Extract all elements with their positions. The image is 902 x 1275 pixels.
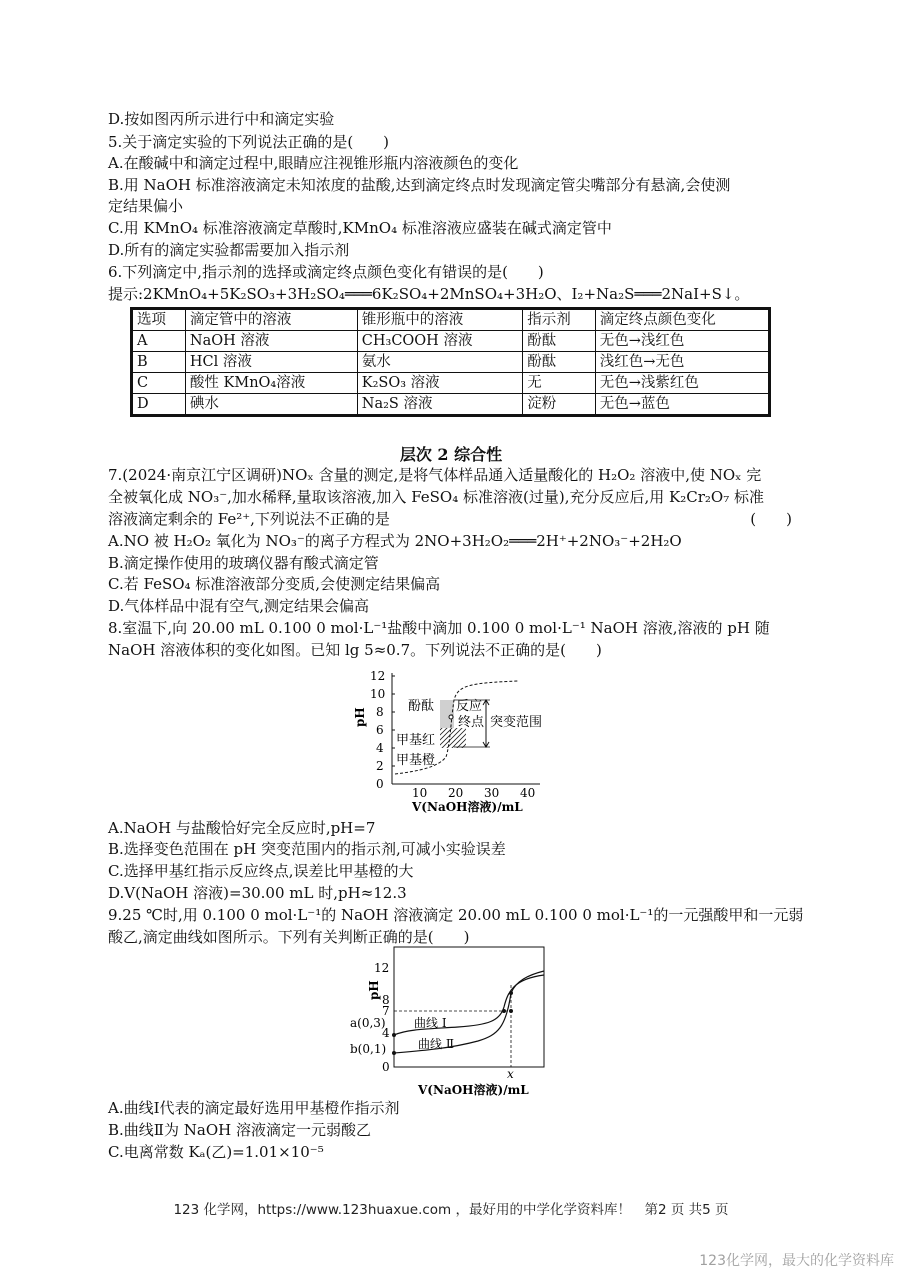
- point-marker: [509, 991, 513, 995]
- table-row: [132, 394, 770, 416]
- watermark: 123化学网，最大的化学资料库: [699, 1253, 894, 1269]
- point-marker: [502, 1009, 506, 1013]
- point-b: [392, 1051, 396, 1055]
- table-cell: Na₂S 溶液: [357, 394, 522, 416]
- page-footer: 123 化学网，https://www.123huaxue.com ，最好用的中学化学资料库！ 第2 页 共5 页: [173, 1202, 729, 1218]
- curve-2-label: 曲线 Ⅱ: [418, 1037, 454, 1051]
- q7-option-a: A.NO 被 H₂O₂ 氧化为 NO₃⁻的离子方程式为 2NO+3H₂O₂═══2H⁺+2NO₃⁻+2H₂O: [108, 532, 682, 550]
- q5-option-b-line2: 定结果偏小: [108, 197, 184, 215]
- q7-stem-line1: 7.(2024·南京江宁区调研)NOₓ 含量的测定,是将气体样品通入适量酸化的 H₂O₂ 溶液中,使 NOₓ 完: [108, 466, 762, 484]
- point-a: [392, 1033, 396, 1037]
- q7-answer-blank: ( ): [750, 510, 792, 528]
- q9-option-b: B.曲线Ⅱ为 NaOH 溶液滴定一元弱酸乙: [108, 1121, 371, 1139]
- q8-stem-line2: NaOH 溶液体积的变化如图。已知 lg 5≈0.7。下列说法不正确的是( ): [108, 641, 602, 659]
- q9-option-a: A.曲线Ⅰ代表的滴定最好选用甲基橙作指示剂: [108, 1099, 400, 1117]
- q9-option-c: C.电离常数 Kₐ(乙)=1.01×10⁻⁵: [108, 1143, 324, 1161]
- y-tick: 2: [376, 759, 384, 773]
- q5-stem: 5.关于滴定实验的下列说法正确的是( ): [108, 133, 390, 151]
- q8-titration-figure: [350, 665, 560, 815]
- q9-stem-line1: 9.25 ℃时,用 0.100 0 mol·L⁻¹的 NaOH 溶液滴定 20.00 mL 0.100 0 mol·L⁻¹的一元强酸甲和一元弱: [108, 906, 804, 924]
- x-axis-label: V(NaOH溶液)/mL: [418, 1083, 529, 1097]
- q6-stem: 6.下列滴定中,指示剂的选择或滴定终点颜色变化有错误的是( ): [108, 263, 544, 281]
- table-cell: 浅红色→无色: [595, 352, 769, 373]
- q7-option-b: B.滴定操作使用的玻璃仪器有酸式滴定管: [108, 554, 379, 572]
- table-row: [132, 331, 770, 352]
- q6-options-table: [130, 307, 771, 417]
- jump-range-label: 突变范围: [490, 715, 543, 730]
- q7-option-d: D.气体样品中混有空气,测定结果会偏高: [108, 597, 370, 615]
- q8-option-d: D.V(NaOH 溶液)=30.00 mL 时,pH≈12.3: [108, 884, 407, 902]
- table-cell: CH₃COOH 溶液: [357, 331, 522, 352]
- x-axis-label: V(NaOH溶液)/mL: [412, 800, 523, 814]
- y-tick: 12: [374, 961, 390, 975]
- table-row: [132, 352, 770, 373]
- q8-stem-line1: 8.室温下,向 20.00 mL 0.100 0 mol·L⁻¹盐酸中滴加 0.100 0 mol·L⁻¹ NaOH 溶液,溶液的 pH 随: [108, 619, 770, 637]
- section-title: 层次 2 综合性: [399, 445, 503, 464]
- y-tick: 6: [376, 723, 384, 737]
- table-cell: 淀粉: [523, 394, 596, 416]
- y-axis-label: pH: [367, 980, 381, 1000]
- y-tick: 7: [382, 1004, 390, 1018]
- table-header-row: [132, 309, 770, 331]
- q5-option-a: A.在酸碱中和滴定过程中,眼睛应注视锥形瓶内溶液颜色的变化: [108, 154, 519, 172]
- point-marker: [509, 1009, 513, 1013]
- table-cell: C: [132, 373, 186, 394]
- q7-stem-line2: 全被氧化成 NO₃⁻,加水稀释,量取该溶液,加入 FeSO₄ 标准溶液(过量),充分反应后,用 K₂Cr₂O₇ 标准: [108, 488, 764, 506]
- table-header-cell: 滴定终点颜色变化: [595, 309, 769, 331]
- q9-stem-line2: 酸乙,滴定曲线如图所示。下列有关判断正确的是( ): [108, 928, 470, 946]
- point-a-label: a(0,3): [350, 1016, 386, 1030]
- y-tick: 0: [376, 777, 384, 791]
- phenolphthalein-range: [440, 700, 454, 728]
- table-cell: A: [132, 331, 186, 352]
- q5-option-d: D.所有的滴定实验都需要加入指示剂: [108, 241, 350, 259]
- table-cell: B: [132, 352, 186, 373]
- x-tick: 20: [448, 786, 464, 800]
- table-cell: 酸性 KMnO₄溶液: [185, 373, 357, 394]
- q4-option-d: D.按如图丙所示进行中和滴定实验: [108, 110, 335, 128]
- table-cell: 无: [523, 373, 596, 394]
- curve-2: [394, 971, 544, 1053]
- y-tick: 12: [370, 669, 386, 683]
- q8-option-b: B.选择变色范围在 pH 突变范围内的指示剂,可减小实验误差: [108, 840, 506, 858]
- y-tick: 8: [376, 705, 384, 719]
- methyl-red-range: [440, 728, 466, 748]
- table-cell: HCl 溶液: [185, 352, 357, 373]
- table-cell: 无色→浅紫红色: [595, 373, 769, 394]
- q7-option-c: C.若 FeSO₄ 标准溶液部分变质,会使测定结果偏高: [108, 575, 441, 593]
- y-tick: 10: [370, 687, 386, 701]
- q8-option-c: C.选择甲基红指示反应终点,误差比甲基橙的大: [108, 862, 414, 880]
- q5-option-b-line1: B.用 NaOH 标准溶液滴定未知浓度的盐酸,达到滴定终点时发现滴定管尖嘴部分有悬滴,会使测: [108, 176, 731, 194]
- phenolphthalein-label: 酚酞: [408, 699, 435, 714]
- curve-1-label: 曲线 Ⅰ: [414, 1016, 447, 1030]
- x-marker-label: x: [507, 1067, 514, 1081]
- table-cell: 碘水: [185, 394, 357, 416]
- point-b-label: b(0,1): [350, 1042, 387, 1056]
- table-cell: 无色→浅红色: [595, 331, 769, 352]
- table-header-cell: 锥形瓶中的溶液: [357, 309, 522, 331]
- q8-option-a: A.NaOH 与盐酸恰好完全反应时,pH=7: [108, 819, 376, 837]
- q7-stem-line3: 溶液滴定剩余的 Fe²⁺,下列说法不正确的是: [108, 510, 390, 528]
- endpoint-marker: [449, 715, 453, 719]
- x-tick: 30: [484, 786, 500, 800]
- y-axis-label: pH: [353, 707, 367, 727]
- table-cell: K₂SO₃ 溶液: [357, 373, 522, 394]
- table-cell: 酚酞: [523, 352, 596, 373]
- y-tick: 4: [376, 741, 384, 755]
- x-tick: 40: [520, 786, 536, 800]
- table-row: [132, 373, 770, 394]
- q5-option-c: C.用 KMnO₄ 标准溶液滴定草酸时,KMnO₄ 标准溶液应盛装在碱式滴定管中: [108, 219, 612, 237]
- table-cell: 酚酞: [523, 331, 596, 352]
- y-tick: 4: [382, 1026, 390, 1040]
- table-cell: D: [132, 394, 186, 416]
- table-header-cell: 滴定管中的溶液: [185, 309, 357, 331]
- table-cell: 氨水: [357, 352, 522, 373]
- endpoint-label-1: 反应: [456, 699, 483, 714]
- x-tick: 10: [412, 786, 428, 800]
- y-tick: 8: [382, 993, 390, 1007]
- methyl-red-label: 甲基红: [396, 733, 436, 748]
- table-header-cell: 指示剂: [523, 309, 596, 331]
- y-tick: 0: [382, 1060, 390, 1074]
- table-cell: NaOH 溶液: [185, 331, 357, 352]
- endpoint-label-2: 终点: [458, 715, 485, 730]
- table-header-cell: 选项: [132, 309, 186, 331]
- methyl-orange-label: 甲基橙: [396, 753, 436, 768]
- q9-titration-figure: [348, 945, 558, 1097]
- q6-hint: 提示:2KMnO₄+5K₂SO₃+3H₂SO₄═══6K₂SO₄+2MnSO₄+3H₂O、I₂+Na₂S═══2NaI+S↓。: [108, 285, 750, 303]
- table-cell: 无色→蓝色: [595, 394, 769, 416]
